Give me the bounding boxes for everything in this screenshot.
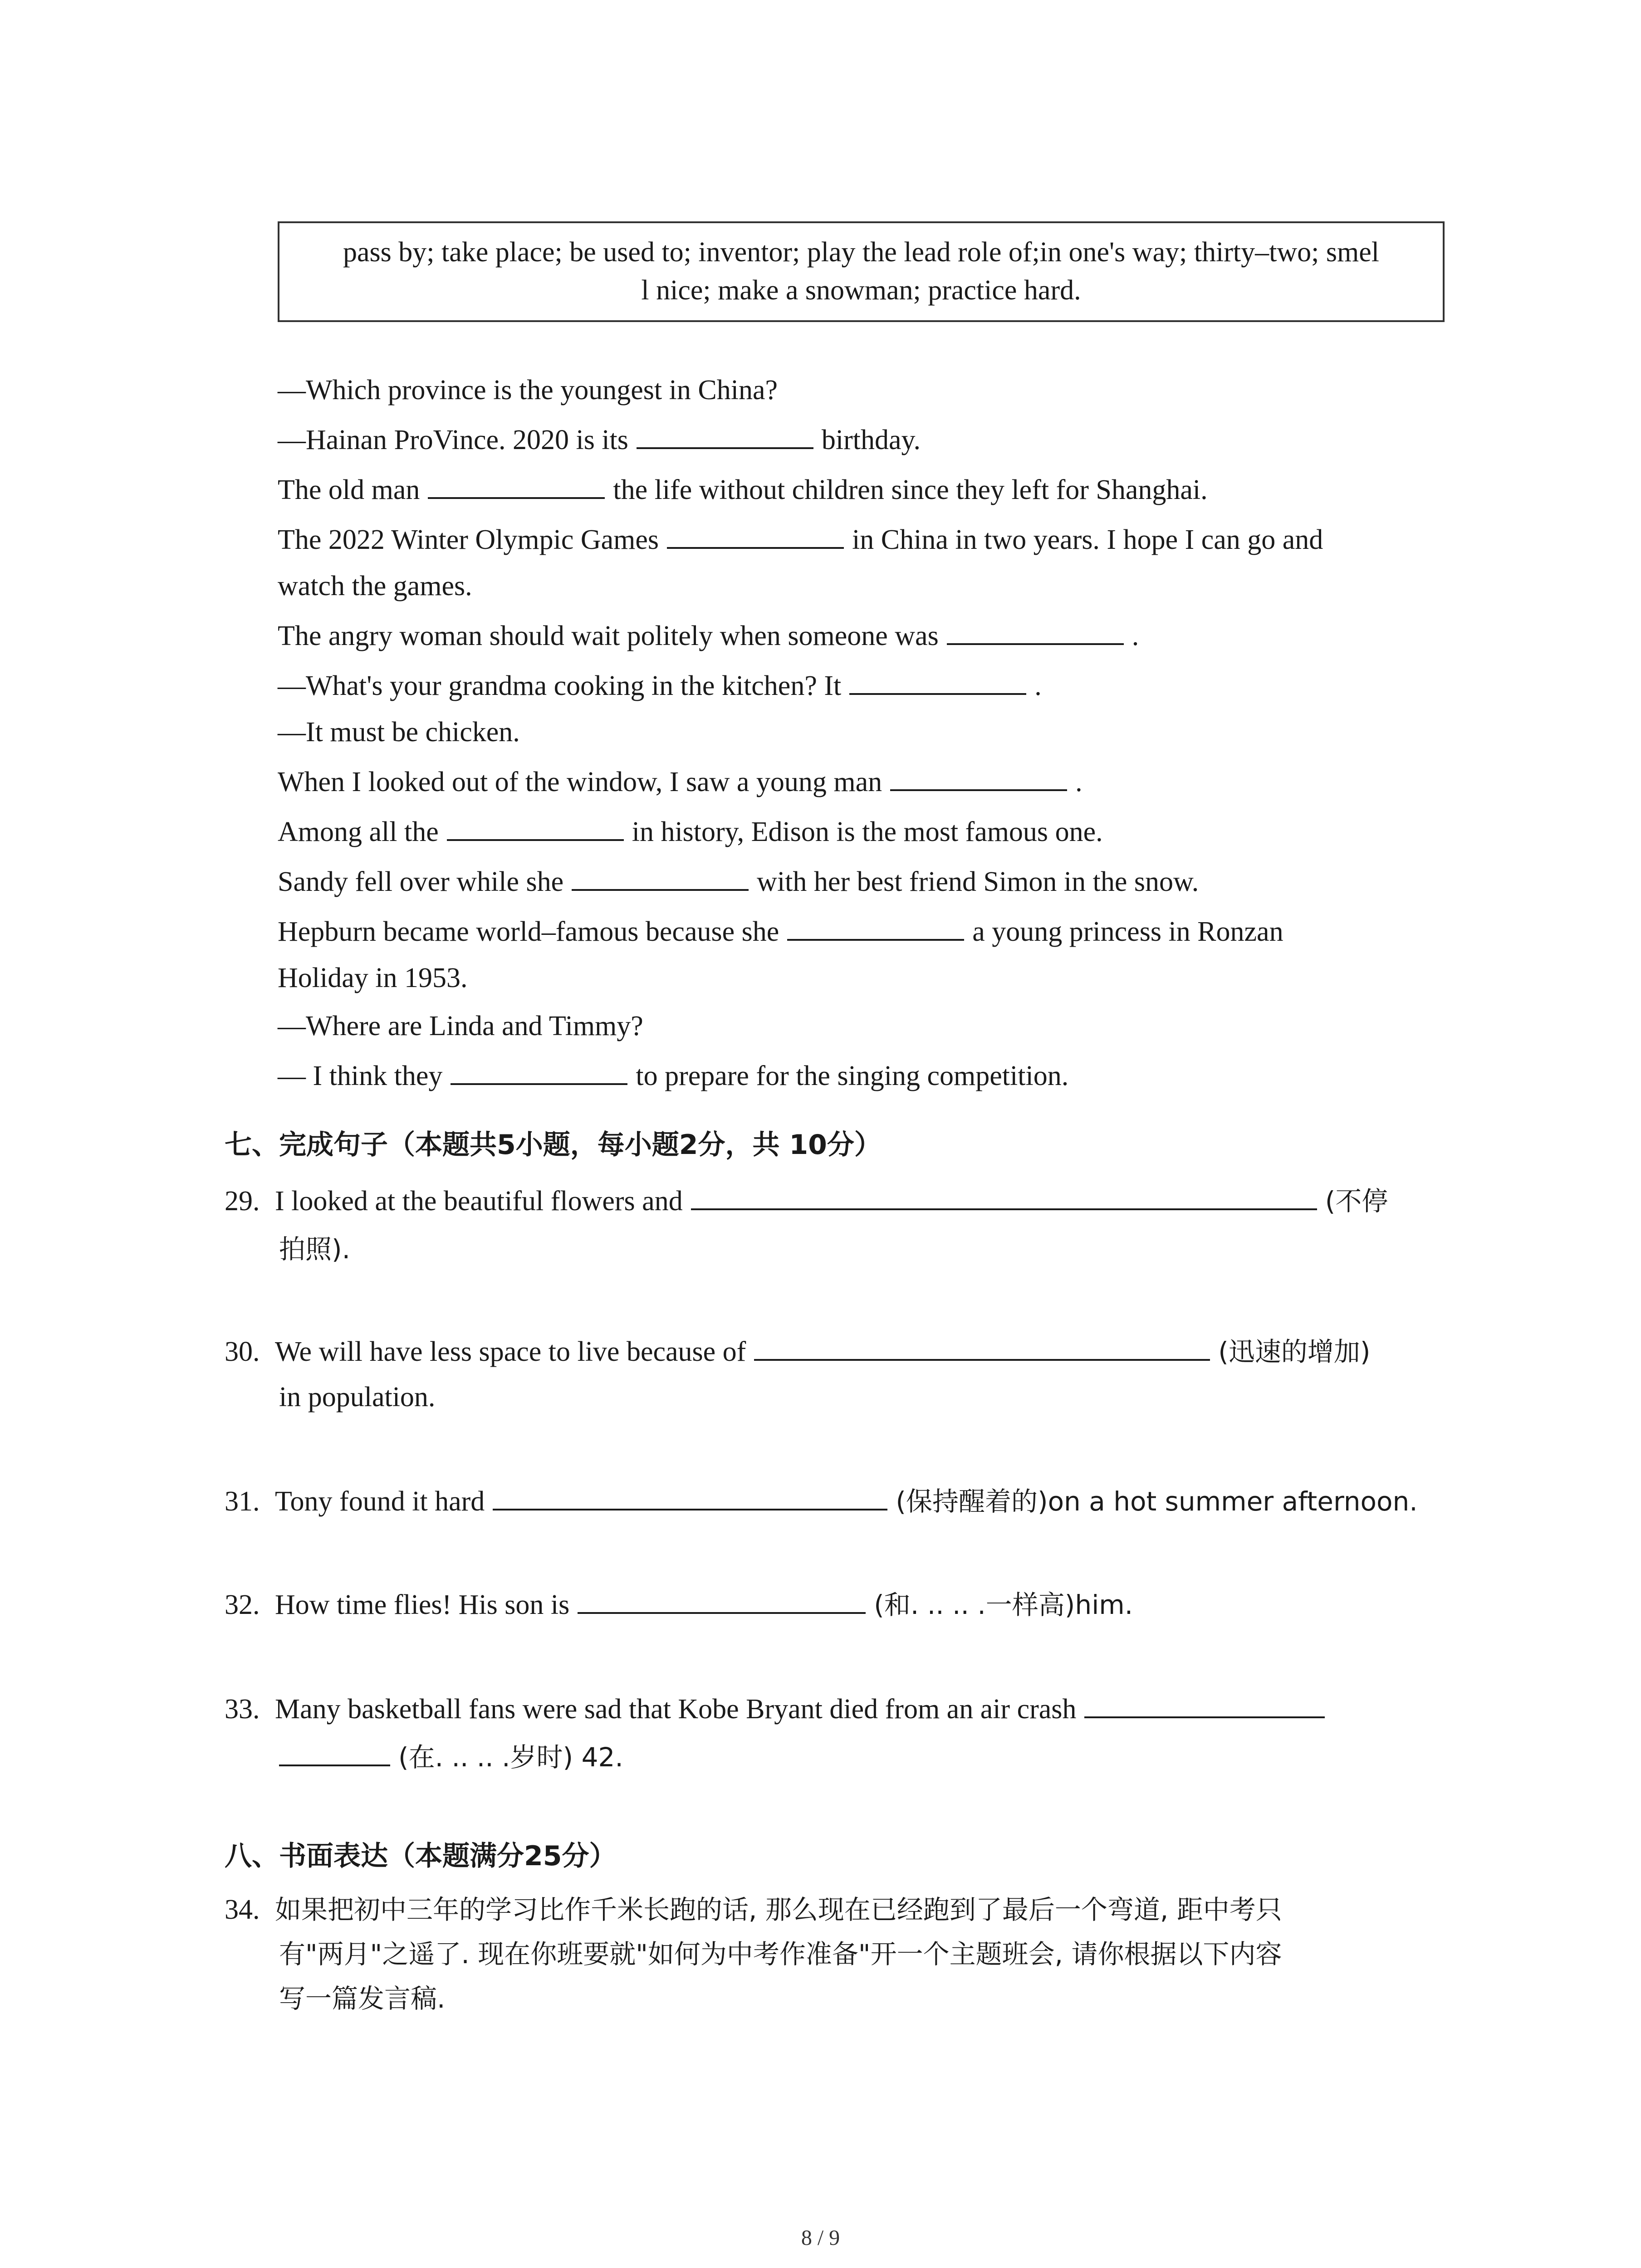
answer-blank[interactable] bbox=[451, 1058, 627, 1085]
answer-blank[interactable] bbox=[947, 618, 1124, 645]
section-8-heading: 八、书面表达（本题满分25分） bbox=[225, 1840, 617, 1872]
question-34-line-3: 写一篇发言稿. bbox=[279, 1983, 446, 2014]
answer-blank[interactable] bbox=[493, 1483, 887, 1510]
question-31: 31. Tony found it hard (保持醒着的)on a hot summer afternoon. bbox=[225, 1483, 1418, 1520]
fill-line-7: —What's your grandma cooking in the kitchen? It . bbox=[278, 668, 1042, 704]
answer-blank[interactable] bbox=[667, 522, 844, 549]
fill-line-12: Hepburn became world–famous because she a young princess in Ronzan bbox=[278, 914, 1283, 950]
fill-line-10: Among all the in history, Edison is the most famous one. bbox=[278, 814, 1103, 850]
word-bank-box bbox=[278, 221, 1445, 322]
answer-blank[interactable] bbox=[890, 764, 1067, 791]
fill-line-8: —It must be chicken. bbox=[278, 717, 520, 748]
answer-blank[interactable] bbox=[1084, 1691, 1325, 1718]
answer-blank[interactable] bbox=[691, 1183, 1317, 1210]
question-29-continuation: 拍照). bbox=[279, 1234, 351, 1265]
question-33-continuation: (在. .. .. .岁时) 42. bbox=[279, 1739, 623, 1775]
fill-line-14: —Where are Linda and Timmy? bbox=[278, 1011, 643, 1041]
question-32: 32. How time flies! His son is (和. .. .. .一样高)him. bbox=[225, 1587, 1133, 1623]
answer-blank[interactable] bbox=[572, 864, 749, 891]
page-number: 8 / 9 bbox=[801, 2226, 840, 2250]
answer-blank[interactable] bbox=[279, 1739, 390, 1766]
answer-blank[interactable] bbox=[849, 668, 1026, 695]
fill-line-3: The old man the life without children since they left for Shanghai. bbox=[278, 472, 1208, 508]
question-30: 30. We will have less space to live because of (迅速的增加) bbox=[225, 1334, 1371, 1370]
fill-line-9: When I looked out of the window, I saw a young man . bbox=[278, 764, 1083, 800]
answer-blank[interactable] bbox=[447, 814, 624, 841]
fill-line-4: The 2022 Winter Olympic Games in China in two years. I hope I can go and bbox=[278, 522, 1323, 558]
fill-line-2: —Hainan ProVince. 2020 is its birthday. bbox=[278, 422, 921, 458]
question-33: 33. Many basketball fans were sad that Kobe Bryant died from an air crash bbox=[225, 1691, 1333, 1727]
answer-blank[interactable] bbox=[754, 1334, 1210, 1361]
answer-blank[interactable] bbox=[578, 1587, 866, 1614]
answer-blank[interactable] bbox=[787, 914, 964, 941]
fill-line-13: Holiday in 1953. bbox=[278, 963, 468, 993]
answer-blank[interactable] bbox=[637, 422, 813, 449]
question-34-line-2: 有"两月"之遥了. 现在你班要就"如何为中考作准备"开一个主题班会, 请你根据以下内容 bbox=[279, 1939, 1282, 1970]
question-29: 29. I looked at the beautiful flowers and (不停 bbox=[225, 1183, 1388, 1219]
answer-blank[interactable] bbox=[428, 472, 605, 499]
question-30-continuation: in population. bbox=[279, 1382, 436, 1413]
question-34: 34. 如果把初中三年的学习比作千米长跑的话, 那么现在已经跑到了最后一个弯道, 距中考只 bbox=[225, 1894, 1282, 1925]
word-bank-line-2: l nice; make a snowman; practice hard. bbox=[641, 275, 1081, 306]
fill-line-5: watch the games. bbox=[278, 571, 472, 601]
word-bank-line-1: pass by; take place; be used to; inventor; play the lead role of;in one's way; thirty–two; smel bbox=[343, 237, 1379, 268]
section-7-heading: 七、完成句子（本题共5小题，每小题2分，共 10分） bbox=[225, 1129, 882, 1161]
fill-line-15: — I think they to prepare for the singing competition. bbox=[278, 1058, 1068, 1094]
fill-line-11: Sandy fell over while she with her best friend Simon in the snow. bbox=[278, 864, 1199, 900]
fill-line-6: The angry woman should wait politely when someone was . bbox=[278, 618, 1139, 654]
fill-line-1: —Which province is the youngest in China? bbox=[278, 375, 778, 406]
